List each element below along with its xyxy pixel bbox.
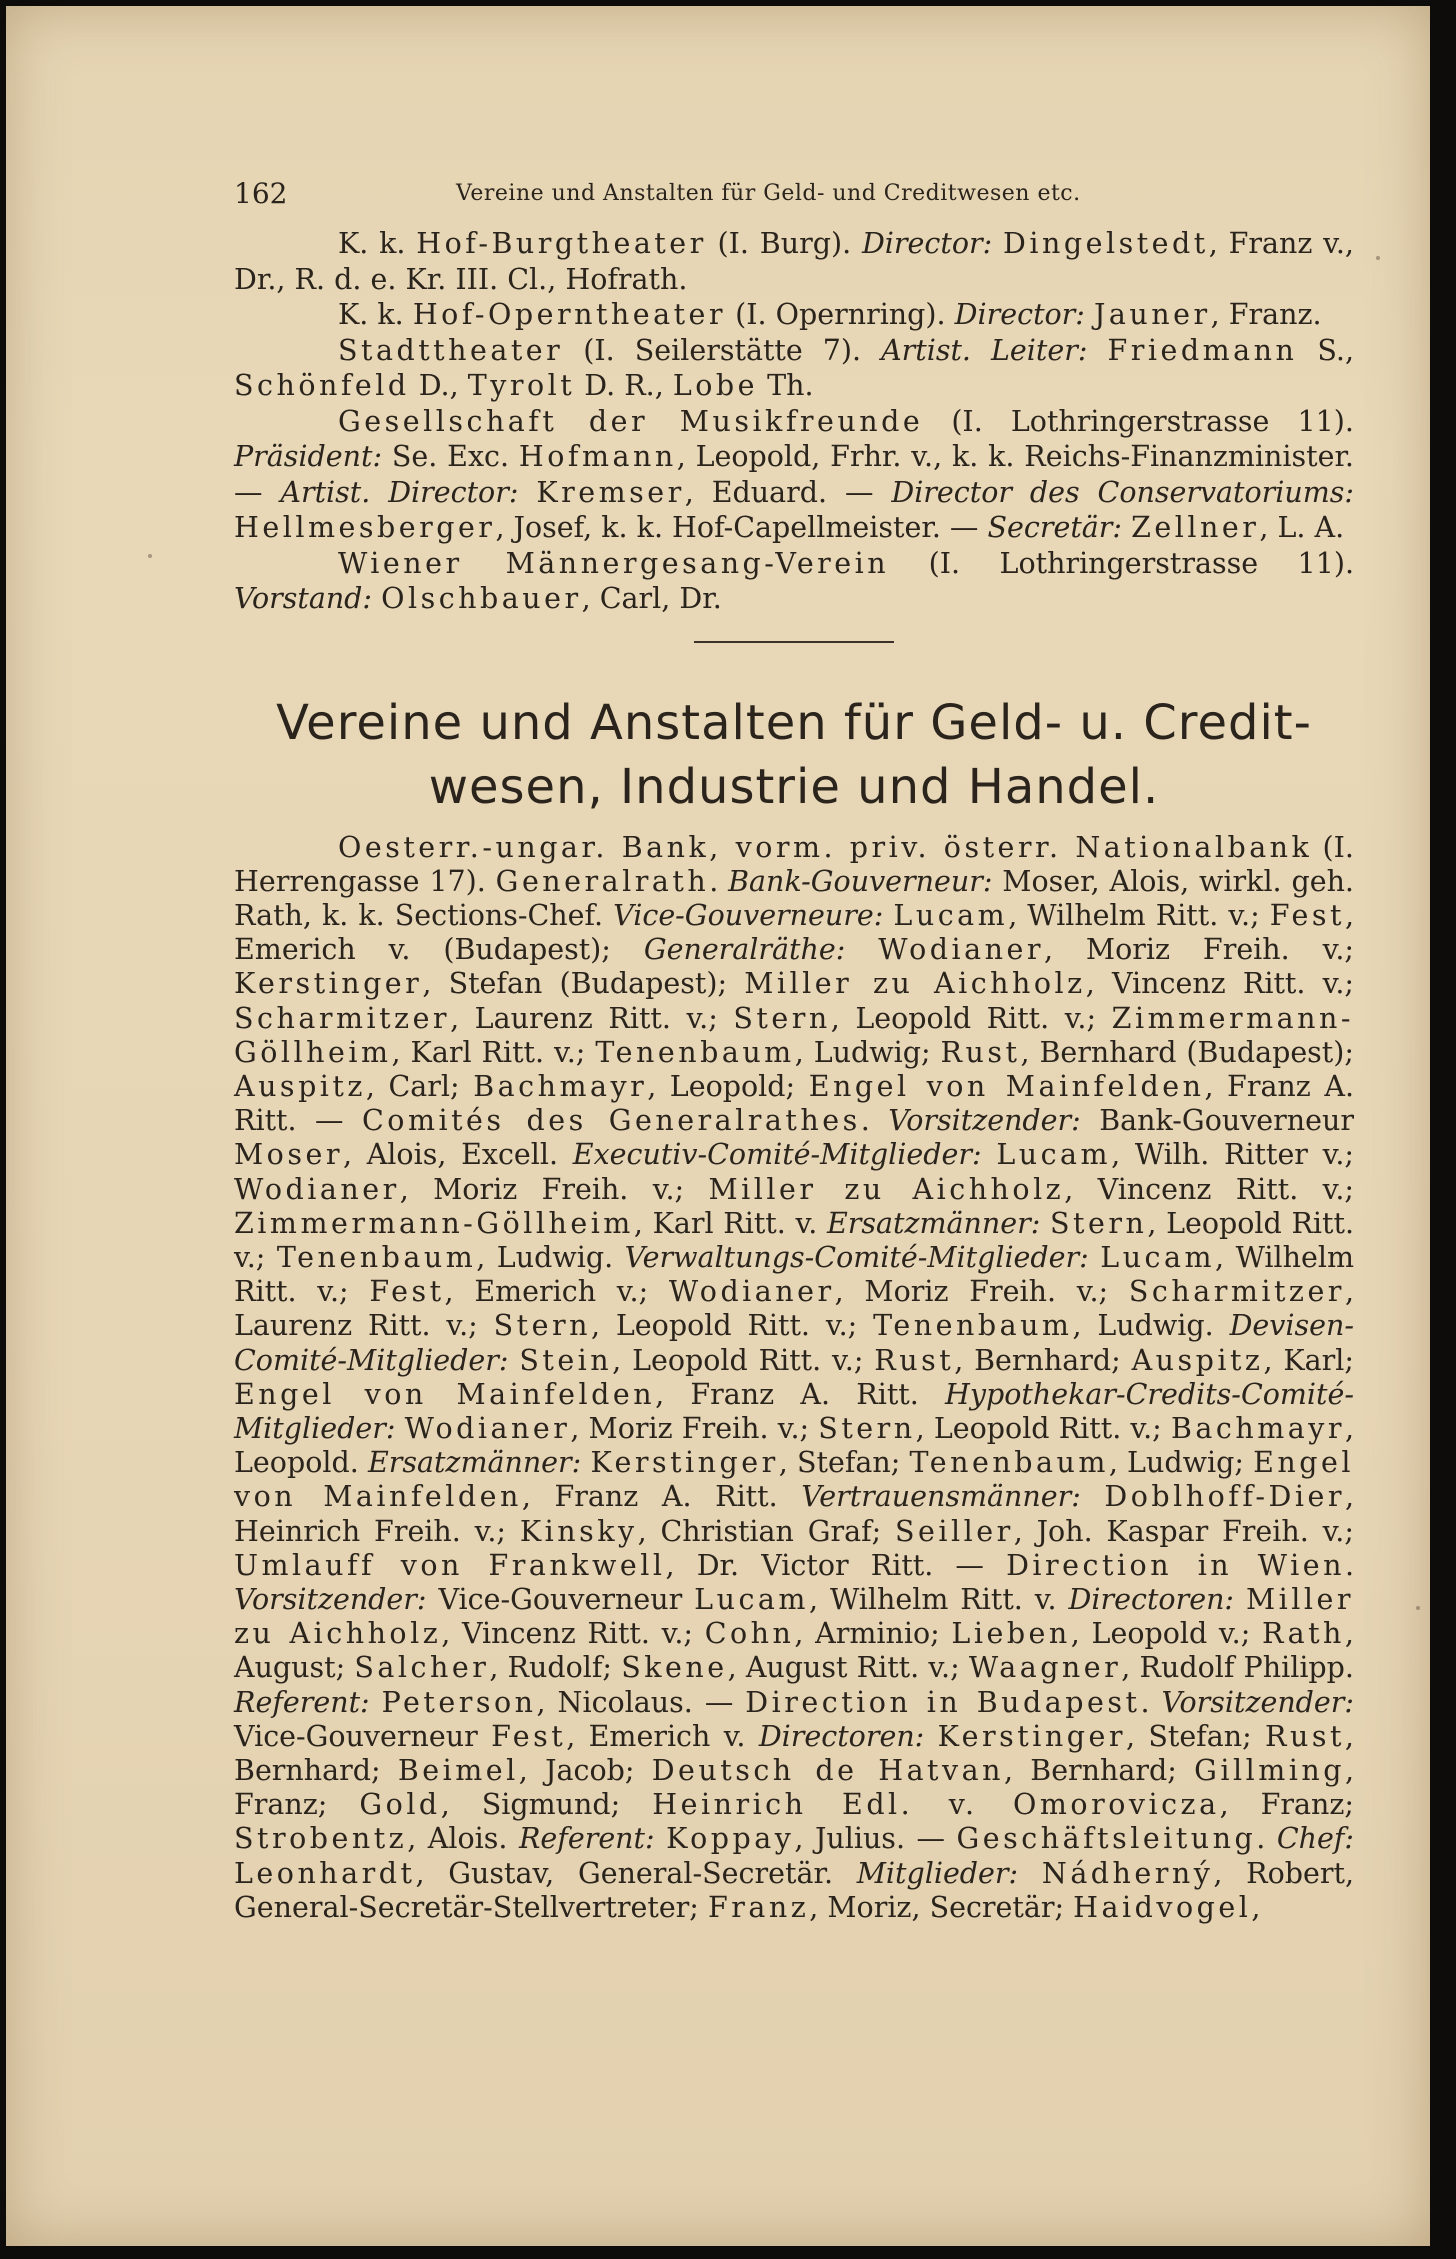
spaced-name: Stern xyxy=(493,1309,591,1343)
spaced-name: Direction in Wien xyxy=(1006,1548,1345,1582)
entry-text: , Leopold. xyxy=(234,1411,1355,1480)
spaced-name: Hof-Burgtheater xyxy=(416,227,707,260)
role-label: Director: xyxy=(954,298,1085,331)
entry-text: , Ludwig; xyxy=(1108,1446,1254,1480)
spaced-name: Jauner xyxy=(1093,298,1211,331)
entry-text: , Joh. Kaspar Freih. v.; xyxy=(1013,1514,1354,1548)
entry-text: S., xyxy=(1297,333,1355,367)
entry-text: , Moriz Freih. v.; xyxy=(399,1172,709,1206)
spaced-name: Wodianer xyxy=(234,1172,400,1206)
spaced-name: Friedmann xyxy=(1107,333,1298,367)
entry-text: , Christian Graf; xyxy=(637,1514,896,1548)
entry-text: , Moriz Freih. v.; xyxy=(834,1275,1129,1309)
spaced-name: Beimel xyxy=(397,1753,519,1787)
spaced-name: Waagner xyxy=(968,1651,1122,1685)
entry-text: , Wilhelm Ritt. v. xyxy=(808,1582,1069,1616)
role-label: Präsident: xyxy=(234,440,383,473)
spaced-name: Fest xyxy=(1269,898,1345,932)
page-content xyxy=(234,174,1354,1925)
spaced-name: Deutsch de Hatvan xyxy=(651,1753,1004,1787)
entry-text xyxy=(1089,1241,1101,1274)
entry-text xyxy=(372,582,381,615)
spaced-name: Hof-Operntheater xyxy=(412,298,727,331)
entry-text: , Wilh. Ritter v.; xyxy=(1111,1138,1355,1172)
spaced-name: Leonhardt xyxy=(234,1856,416,1890)
entry-text xyxy=(1087,334,1107,367)
spaced-name: Fest xyxy=(369,1275,445,1309)
entries-top xyxy=(234,226,1354,617)
role-label: Vertrauensmänner: xyxy=(801,1480,1081,1514)
entry-text: , Franz A. Ritt. — xyxy=(234,1069,1354,1138)
entry-text: D. R., xyxy=(575,369,673,402)
spaced-name: Rust xyxy=(940,1035,1021,1069)
spaced-name: Stadttheater xyxy=(338,333,564,367)
spaced-name: Lucam xyxy=(1100,1240,1216,1274)
entry-text: , Rudolf; xyxy=(489,1651,622,1685)
entry-text xyxy=(883,899,893,932)
section-title-line-2: wesen, Industrie und Handel. xyxy=(428,758,1160,815)
role-label: Devisen-Comité-Mitglieder: xyxy=(234,1309,1354,1377)
entry-text: Bank-Gouverneur xyxy=(1080,1104,1354,1138)
spaced-name: Direction in Budapest xyxy=(745,1685,1141,1719)
entry-text: , Vincenz Ritt. v.; xyxy=(1064,1172,1354,1206)
entry-text xyxy=(1081,1480,1105,1513)
spaced-name: Auspitz xyxy=(1131,1343,1264,1377)
section-title-line-1: Vereine und Anstalten für Geld- u. Credit- xyxy=(276,694,1312,751)
entry-text: , Laurenz Ritt. v.; xyxy=(234,1275,1354,1343)
spaced-name: Wodianer xyxy=(404,1411,571,1445)
entry-text xyxy=(1234,1583,1246,1616)
entry-text: , August Ritt. v.; xyxy=(727,1651,969,1685)
spaced-name: Auspitz xyxy=(234,1069,366,1103)
spaced-name: Tenenbaum xyxy=(873,1309,1073,1343)
spaced-name: Strobentz xyxy=(234,1822,408,1856)
role-label: Artist. Director: xyxy=(280,475,519,509)
spaced-name: Rath xyxy=(1262,1617,1345,1651)
entry-text xyxy=(508,1344,519,1377)
spaced-name: Stern xyxy=(818,1411,916,1445)
entry-text xyxy=(1040,1207,1050,1240)
entry-text: , Leopold Ritt. v.; xyxy=(590,1309,874,1343)
role-label: Hypothekar-Credits-Comité-Mitglieder: xyxy=(234,1377,1354,1445)
entries-section xyxy=(234,831,1354,1926)
entry-text: , Bernhard; xyxy=(1003,1753,1195,1787)
spaced-name: Stern xyxy=(733,1001,831,1035)
role-label: Vice-Gouverneure: xyxy=(613,898,884,932)
entry-text: , Leopold; xyxy=(647,1069,809,1103)
entry-text: , Moriz Freih. v.; xyxy=(1043,933,1355,967)
section-divider xyxy=(694,641,894,643)
spaced-name: Gold xyxy=(359,1788,441,1822)
entry-text: (I. Lothringerstrasse 11). xyxy=(923,404,1354,438)
spaced-name: Haidvogel xyxy=(1073,1890,1252,1924)
spaced-name: Hellmesberger xyxy=(234,511,496,544)
spaced-name: Lobe xyxy=(672,369,759,402)
spaced-name: Miller zu Aichholz xyxy=(234,1582,1355,1651)
spaced-name: Wodianer xyxy=(668,1275,835,1309)
entry-text: , Ludwig; xyxy=(794,1035,941,1069)
paper-speck xyxy=(1376,256,1380,260)
entry-text: , Nicolaus. — xyxy=(536,1685,746,1719)
entry-text: , Gustav, General-Secretär. xyxy=(415,1856,857,1890)
entry-text: , August; xyxy=(234,1617,1354,1685)
directory-entry xyxy=(234,226,1354,297)
spaced-name: Wodianer xyxy=(878,933,1044,967)
spaced-name: Dingelstedt xyxy=(1003,227,1209,260)
spaced-name: Moser xyxy=(234,1138,343,1172)
entry-text: . xyxy=(1140,1685,1162,1719)
entry-text: , Carl; xyxy=(365,1069,474,1103)
spaced-name: Kinsky xyxy=(519,1514,638,1548)
entry-text: , Jacob; xyxy=(518,1753,652,1787)
entry-text: , Moriz Freih. v.; xyxy=(570,1411,819,1445)
spaced-name: Kerstinger xyxy=(937,1719,1126,1753)
entry-text: , Emerich v. xyxy=(566,1719,759,1753)
spaced-name: Umlauff von Frankwell xyxy=(234,1548,666,1582)
entry-text: , Stefan; xyxy=(778,1446,910,1480)
spaced-name: Stern xyxy=(1050,1206,1148,1240)
page-number: 162 xyxy=(234,177,288,210)
entry-text: (I. Burg). xyxy=(706,227,862,260)
directory-entry xyxy=(234,404,1354,546)
entry-text: , Leopold v.; xyxy=(1070,1617,1262,1651)
entry-text: . xyxy=(1256,1822,1277,1856)
spaced-name: Tenenbaum xyxy=(595,1035,795,1069)
entry-text: , Wilhelm Ritt. v.; xyxy=(1008,898,1270,932)
spaced-name: Hofmann xyxy=(518,440,677,473)
spaced-name: Koppay xyxy=(666,1822,795,1856)
section-title xyxy=(234,691,1354,819)
entry-text: K. k. xyxy=(338,298,413,331)
spaced-name: Scharmitzer xyxy=(234,1001,451,1035)
spaced-name: Zellner xyxy=(1131,511,1260,544)
spaced-name: Tenenbaum xyxy=(909,1446,1109,1480)
spaced-name: Geschäftsleitung xyxy=(956,1822,1257,1856)
role-label: Directoren: xyxy=(758,1719,925,1753)
spaced-name: Engel von Mainfelden xyxy=(808,1069,1205,1103)
entry-text: , Rudolf Philipp. xyxy=(1121,1651,1354,1685)
entry-text: , Ludwig. xyxy=(476,1240,625,1274)
entry-text: , Franz. xyxy=(1210,298,1322,331)
role-label: Referent: xyxy=(518,1822,655,1856)
role-label: Executiv-Comité-Mitglieder: xyxy=(572,1138,982,1172)
entry-text: , Alois. xyxy=(407,1822,519,1856)
entry-text: , Leopold, Frhr. v., k. k. Reichs-Finanzminister. — xyxy=(234,440,1354,509)
entry-text xyxy=(395,1412,404,1445)
entry-text: Th. xyxy=(758,369,814,402)
entry-text xyxy=(1018,1857,1042,1890)
entry-text: D., xyxy=(409,369,468,402)
spaced-name: Miller zu Aichholz xyxy=(744,967,1086,1001)
directory-entry xyxy=(234,831,1354,1926)
entry-text: , Franz; xyxy=(234,1753,1355,1822)
directory-entry xyxy=(234,297,1354,333)
role-label: Bank-Gouverneur: xyxy=(728,864,993,898)
role-label: Mitglieder: xyxy=(856,1856,1019,1890)
entry-text: , Wilhelm Ritt. v.; xyxy=(234,1240,1354,1309)
spaced-name: Kerstinger xyxy=(234,967,423,1001)
entry-text: , Karl Ritt. v. xyxy=(633,1206,827,1240)
role-label: Vorsitzender: xyxy=(234,1582,427,1616)
spaced-name: Cohn xyxy=(704,1617,795,1651)
running-head xyxy=(234,174,1354,214)
spaced-name: Gesellschaft der Musikfreunde xyxy=(338,404,924,438)
entry-text: , Leopold Ritt. v.; xyxy=(830,1001,1112,1035)
entry-text xyxy=(655,1822,667,1855)
spaced-name: Nádherný xyxy=(1041,1856,1214,1890)
paper-speck xyxy=(148,554,152,558)
spaced-name: Zimmermann-Göllheim xyxy=(234,1001,1354,1069)
role-label: Directoren: xyxy=(1068,1582,1235,1616)
spaced-name: Oesterr.-ungar. Bank, vorm. priv. österr. Nationalbank xyxy=(338,830,1313,864)
entry-text: , Franz; xyxy=(1219,1788,1354,1822)
entry-text xyxy=(518,476,536,509)
entry-text: . xyxy=(1344,1548,1354,1582)
spaced-name: Schönfeld xyxy=(234,369,410,402)
entry-text xyxy=(1122,511,1131,544)
entry-text: Moser, Alois, wirkl. geh. Rath, k. k. Sections-Chef. xyxy=(234,864,1354,932)
spaced-name: Kremser xyxy=(536,475,685,509)
entry-text: , Laurenz Ritt. v.; xyxy=(450,1001,734,1035)
spaced-name: Scharmitzer xyxy=(1128,1275,1345,1309)
role-label: Vorsitzender: xyxy=(1161,1685,1355,1719)
entry-text: , Josef, k. k. Hof-Capellmeister. — xyxy=(495,511,988,544)
entry-text: , Stefan (Budapest); xyxy=(422,967,745,1001)
directory-entry xyxy=(234,546,1354,617)
role-label: Artist. Leiter: xyxy=(881,333,1088,367)
entry-text: (I. Herrengasse 17). xyxy=(234,830,1354,898)
role-label: Ersatzmänner: xyxy=(367,1446,582,1480)
entry-text xyxy=(1085,298,1094,331)
spaced-name: Tyrolt xyxy=(467,369,576,402)
spaced-name: Gillming xyxy=(1194,1753,1345,1787)
entry-text xyxy=(370,1686,382,1719)
entry-text: , Vincenz Ritt. v.; xyxy=(441,1617,705,1651)
spaced-name: Bachmayr xyxy=(1170,1411,1345,1445)
spaced-name: Lieben xyxy=(951,1617,1071,1651)
entry-text: , Heinrich Freih. v.; xyxy=(234,1480,1355,1548)
entry-text: . xyxy=(709,864,729,898)
spaced-name: Rust xyxy=(874,1343,955,1377)
spaced-name: Rust xyxy=(1265,1719,1345,1753)
entry-text: (I. Seilerstätte 7). xyxy=(563,333,882,367)
entry-text: . xyxy=(860,1104,889,1138)
role-label: Referent: xyxy=(234,1685,370,1719)
role-label: Vorsitzender: xyxy=(888,1104,1081,1138)
spaced-name: Peterson xyxy=(381,1685,537,1719)
role-label: Chef: xyxy=(1276,1822,1354,1856)
entry-text: , Emerich v. (Budapest); xyxy=(234,898,1354,967)
entry-text: , Sigmund; xyxy=(440,1788,653,1822)
spaced-name: Lucam xyxy=(996,1138,1112,1172)
spaced-name: Miller zu Aichholz xyxy=(708,1172,1065,1206)
spaced-name: Olschbauer xyxy=(381,582,582,615)
entry-text: , Bernhard (Budapest); xyxy=(1020,1035,1354,1069)
entry-text: , Leopold Ritt. v.; xyxy=(234,1206,1354,1274)
spaced-name: Heinrich Edl. v. Omorovicza xyxy=(652,1788,1220,1822)
entry-text: , Leopold Ritt. v.; xyxy=(612,1343,875,1377)
spaced-name: Fest xyxy=(491,1719,567,1753)
role-label: Director: xyxy=(861,227,993,260)
entry-text: , Franz A. Ritt. xyxy=(521,1480,802,1514)
entry-text xyxy=(845,933,878,966)
entry-text: , Ludwig. xyxy=(1072,1309,1230,1343)
running-title: Vereine und Anstalten für Geld- und Creditwesen etc. xyxy=(456,181,1081,206)
spaced-name: Kerstinger xyxy=(590,1446,779,1480)
entry-text: Se. Exc. xyxy=(382,440,519,473)
entry-text: , Dr. Victor Ritt. — xyxy=(665,1548,1007,1582)
directory-entry xyxy=(234,333,1354,404)
entry-text: Vice-Gouverneur xyxy=(426,1582,695,1616)
entry-text: , Julius. — xyxy=(794,1822,957,1856)
role-label: Ersatzmänner: xyxy=(826,1206,1041,1240)
entry-text: , Emerich v.; xyxy=(444,1275,669,1309)
spaced-name: Lucam xyxy=(893,898,1009,932)
role-label: Vorstand: xyxy=(234,582,373,615)
entry-text: , Vincenz Ritt. v.; xyxy=(1085,967,1354,1001)
entry-text: , Franz A. Ritt. xyxy=(655,1377,946,1411)
entry-text xyxy=(924,1720,937,1753)
spaced-name: Engel von Mainfelden xyxy=(234,1446,1354,1514)
role-label: Generalräthe: xyxy=(643,933,846,967)
entry-text: , Alois, Excell. xyxy=(342,1138,573,1172)
spaced-name: Salcher xyxy=(354,1651,490,1685)
entry-text: , Carl, Dr. xyxy=(581,582,722,615)
entry-text xyxy=(982,1138,997,1171)
entry-text: , xyxy=(1251,1890,1261,1924)
entry-text: , Moriz, Secretär; xyxy=(809,1890,1074,1924)
spaced-name: Generalrath xyxy=(495,864,710,898)
entry-text: K. k. xyxy=(338,227,417,260)
entry-text: , Arminio; xyxy=(794,1617,952,1651)
entry-text: , Stefan; xyxy=(1125,1719,1266,1753)
entry-text: , Bernhard; xyxy=(234,1719,1354,1787)
entry-text: , Karl; xyxy=(1263,1343,1354,1377)
spaced-name: Stein xyxy=(519,1343,613,1377)
spaced-name: Engel von Mainfelden xyxy=(234,1377,656,1411)
spaced-name: Comités des Generalrathes xyxy=(361,1104,861,1138)
entry-text: , Franz v., Dr., R. d. e. Kr. III. Cl., Hofrath. xyxy=(234,227,1354,296)
role-label: Director des Conservatoriums: xyxy=(891,475,1354,509)
spaced-name: Seiller xyxy=(895,1514,1014,1548)
spaced-name: Doblhoff-Dier xyxy=(1104,1480,1345,1514)
entry-text xyxy=(992,227,1003,260)
role-label: Secretär: xyxy=(987,511,1123,544)
entry-text: , Eduard. — xyxy=(684,475,892,509)
entry-text: (I. Opernring). xyxy=(726,298,955,331)
spaced-name: Bachmayr xyxy=(473,1069,648,1103)
entry-text: , Leopold Ritt. v.; xyxy=(915,1411,1171,1445)
entry-text: , Karl Ritt. v.; xyxy=(391,1035,596,1069)
spaced-name: Wiener Männergesang-Verein xyxy=(338,546,890,580)
spaced-name: Lucam xyxy=(694,1582,809,1616)
role-label: Verwaltungs-Comité-Mitglieder: xyxy=(624,1240,1089,1274)
spaced-name: Franz xyxy=(707,1890,810,1924)
spaced-name: Zimmermann-Göllheim xyxy=(234,1206,634,1240)
spaced-name: Tenenbaum xyxy=(276,1240,477,1274)
paper-speck xyxy=(1416,1606,1420,1610)
entry-text: , Bernhard; xyxy=(954,1343,1132,1377)
entry-text: , L. A. xyxy=(1259,511,1345,544)
spaced-name: Skene xyxy=(621,1651,728,1685)
entry-text: Vice-Gouverneur xyxy=(234,1719,492,1753)
entry-text: (I. Lothringerstrasse 11). xyxy=(889,546,1354,580)
book-page xyxy=(6,6,1430,2246)
entry-text: , Robert, General-Secretär-Stellvertreter; xyxy=(234,1856,1354,1924)
